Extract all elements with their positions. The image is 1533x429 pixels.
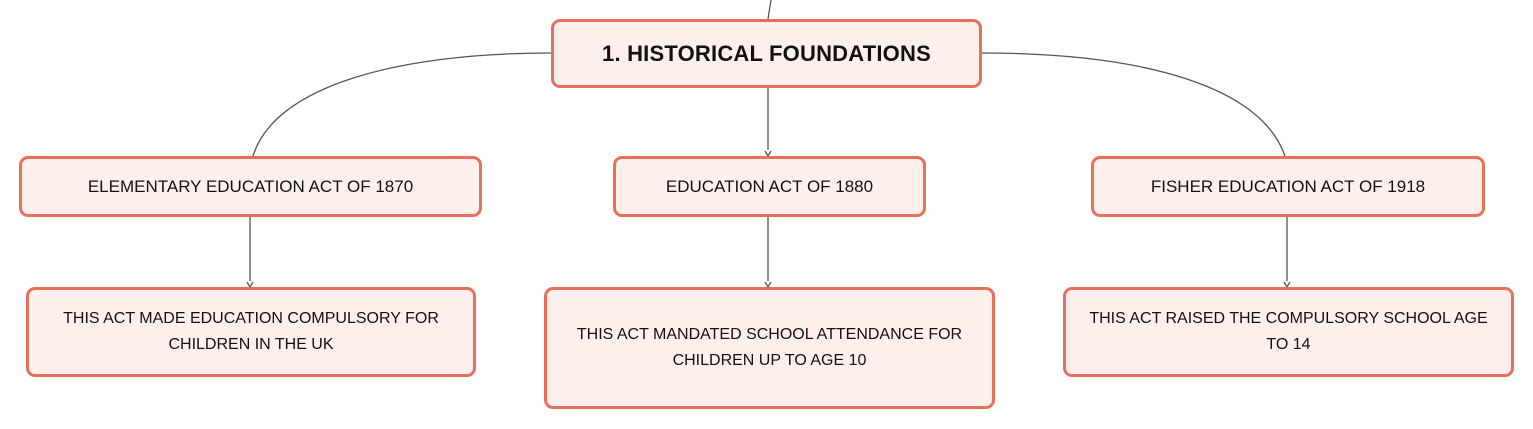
detail-node-text: THIS ACT MANDATED SCHOOL ATTENDANCE FOR CHILDREN UP TO AGE 10 bbox=[576, 326, 963, 369]
topic-node-label: FISHER EDUCATION ACT OF 1918 bbox=[1150, 176, 1426, 196]
root-node[interactable] bbox=[551, 19, 982, 88]
root-node-label: 1. HISTORICAL FOUNDATIONS bbox=[602, 40, 931, 66]
detail-node-text: THIS ACT MADE EDUCATION COMPULSORY FOR CHILDREN IN THE UK bbox=[63, 310, 439, 353]
connector-root-to-topic-1 bbox=[253, 53, 551, 156]
connector-root-to-topic-3 bbox=[982, 53, 1285, 156]
topic-node-1880-act[interactable] bbox=[613, 156, 926, 217]
connector-incoming-root bbox=[768, 0, 771, 19]
detail-node-1870-act[interactable] bbox=[26, 287, 476, 377]
topic-node-1918-act[interactable] bbox=[1091, 156, 1485, 217]
detail-node-1918-act[interactable] bbox=[1063, 287, 1514, 377]
detail-node-text: THIS ACT RAISED THE COMPULSORY SCHOOL AGE TO 14 bbox=[1089, 310, 1488, 353]
topic-node-label: EDUCATION ACT OF 1880 bbox=[665, 176, 874, 196]
topic-node-1870-act[interactable] bbox=[19, 156, 482, 217]
topic-node-label: ELEMENTARY EDUCATION ACT OF 1870 bbox=[87, 176, 414, 196]
detail-node-1880-act[interactable] bbox=[544, 287, 995, 409]
